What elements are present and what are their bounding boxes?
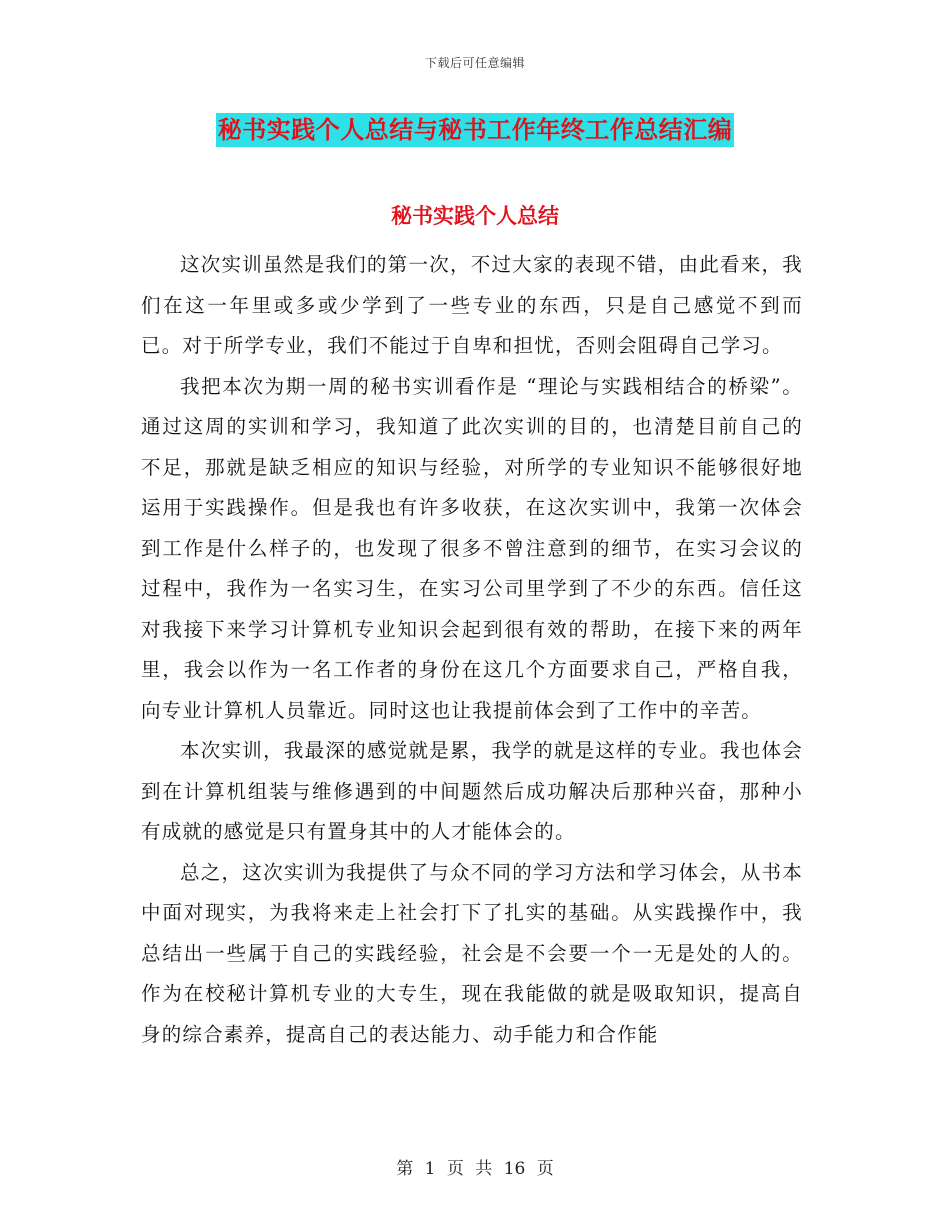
paragraph: 本次实训，我最深的感觉就是累，我学的就是这样的专业。我也体会到在计算机组装与维修遇到的中间题然后成功解决后那种兴奋，那种小有成就的感觉是只有置身其中的人才能体会的。 xyxy=(141,739,803,843)
document-title-container xyxy=(0,113,950,147)
paragraph: 我把本次为期一周的秘书实训看作是 “理论与实践相结合的桥梁”。通过这周的实训和学习，我知道了此次实训的目的，也清楚目前自己的不足，那就是缺乏相应的知识与经验，对所学的专业知识不能够很好地运用于实践操作。但是我也有许多收获，在这次实训中，我第一次体会到工作是什么样子的，也发现了很多不曾注意到的细节，在实习会议的过程中，我作为一名实习生，在实习公司里学到了不少的东西。信任这对我接下来学习计算机专业知识会起到很有效的帮助，在接下来的两年里，我会以作为一名工作者的身份在这几个方面要求自己，严格自我，向专业计算机人员靠近。同时这也让我提前体会到了工作中的辛苦。 xyxy=(141,374,803,722)
section-title: 秘书实践个人总结 xyxy=(391,204,559,228)
header-note: 下载后可任意编辑 xyxy=(424,56,525,70)
page-number-footer: 第 1 页 共 16 页 xyxy=(396,1159,554,1179)
paragraph: 总之，这次实训为我提供了与众不同的学习方法和学习体会，从书本中面对现实，为我将来走上社会打下了扎实的基础。从实践操作中，我总结出一些属于自己的实践经验，社会是不会要一个一无是处的人的。作为在校秘计算机专业的大专生，现在我能做的就是吸取知识，提高自身的综合素养，提高自己的表达能力、动手能力和合作能 xyxy=(141,860,803,1046)
document-title: 秘书实践个人总结与秘书工作年终工作总结汇编 xyxy=(216,113,735,147)
document-body xyxy=(141,245,803,1055)
paragraph: 这次实训虽然是我们的第一次，不过大家的表现不错，由此看来，我们在这一年里或多或少学到了一些专业的东西，只是自己感觉不到而已。对于所学专业，我们不能过于自卑和担忧，否则会阻碍自己学习。 xyxy=(141,253,803,357)
